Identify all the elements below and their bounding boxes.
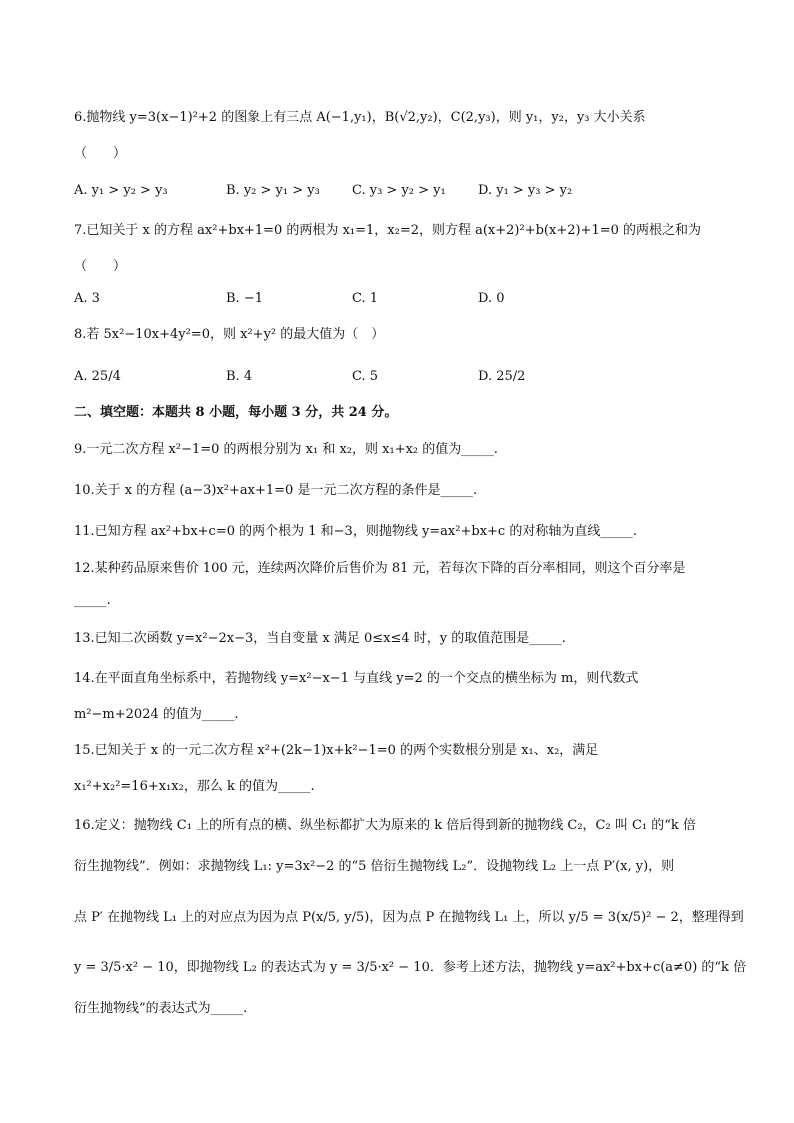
q16-line1: 16.定义：抛物线 C₁ 上的所有点的横、纵坐标都扩大为原来的 k 倍后得到新的抛物线 C₂，C₂ 叫 C₁ 的“k 倍 [74,818,696,833]
q6-paren: （ ） [74,146,127,161]
q14-line1: 14.在平面直角坐标系中，若抛物线 y=x²−x−1 与直线 y=2 的一个交点的横坐标为 m，则代数式 [74,671,639,686]
q8-option-c: C. 5 [352,369,379,384]
q13: 13.已知二次函数 y=x²−2x−3，当自变量 x 满足 0≤x≤4 时，y 的取值范围是_____. [74,631,566,646]
q6-stem: 6.抛物线 y=3(x−1)²+2 的图象上有三点 A(−1,y₁)，B(√2,y₂)，C(2,y₃)，则 y₁，y₂，y₃ 大小关系 [74,110,646,125]
q16-line5: 衍生抛物线”的表达式为_____. [74,1001,248,1016]
q7-option-d: D. 0 [478,291,505,306]
q9: 9.一元二次方程 x²−1=0 的两根分别为 x₁ 和 x₂，则 x₁+x₂ 的值为_____. [74,442,498,457]
q16-line4: y = 3/5·x² − 10，即抛物线 L₂ 的表达式为 y = 3/5·x² − 10．参考上述方法，抛物线 y=ax²+bx+c(a≠0) 的“k 倍 [74,960,747,975]
q10: 10.关于 x 的方程 (a−3)x²+ax+1=0 是一元二次方程的条件是_____. [74,483,478,498]
q16-line2: 衍生抛物线”．例如：求抛物线 L₁: y=3x²−2 的“5 倍衍生抛物线 L₂”．设抛物线 L₂ 上一点 P′(x, y)，则 [74,859,675,874]
q7-option-b: B. −1 [226,291,263,306]
q8-stem: 8.若 5x²−10x+4y²=0，则 x²+y² 的最大值为（ ） [74,327,385,342]
q14-line2: m²−m+2024 的值为_____. [74,707,239,722]
q12-line1: 12.某种药品原来售价 100 元，连续两次降价后售价为 81 元，若每次下降的百分率相同，则这个百分率是 [74,561,686,576]
q12-line2: _____. [74,593,111,608]
q7-option-c: C. 1 [352,291,379,306]
q6-option-c: C. y₃ > y₂ > y₁ [352,183,446,198]
q8-option-b: B. 4 [226,369,253,384]
q7-option-a: A. 3 [74,291,100,306]
q7-paren: （ ） [74,259,127,274]
q16-line3: 点 P′ 在抛物线 L₁ 上的对应点为因为点 P(x/5, y/5)，因为点 P 在抛物线 L₁ 上，所以 y/5 = 3(x/5)² − 2，整理得到 [74,910,744,925]
q8-option-a: A. 25/4 [74,369,121,384]
q6-option-d: D. y₁ > y₃ > y₂ [478,183,573,198]
q6-option-b: B. y₂ > y₁ > y₃ [226,183,320,198]
q7-stem: 7.已知关于 x 的方程 ax²+bx+1=0 的两根为 x₁=1，x₂=2，则方程 a(x+2)²+b(x+2)+1=0 的两根之和为 [74,223,702,238]
q11: 11.已知方程 ax²+bx+c=0 的两个根为 1 和−3，则抛物线 y=ax²+bx+c 的对称轴为直线_____. [74,524,637,539]
q15-line1: 15.已知关于 x 的一元二次方程 x²+(2k−1)x+k²−1=0 的两个实数根分别是 x₁、x₂，满足 [74,743,599,758]
q8-option-d: D. 25/2 [478,369,526,384]
q6-option-a: A. y₁ > y₂ > y₃ [74,183,168,198]
section-heading-fill-in: 二、填空题：本题共 8 小题，每小题 3 分，共 24 分。 [74,405,398,420]
q15-line2: x₁²+x₂²=16+x₁x₂，那么 k 的值为_____. [74,779,315,794]
